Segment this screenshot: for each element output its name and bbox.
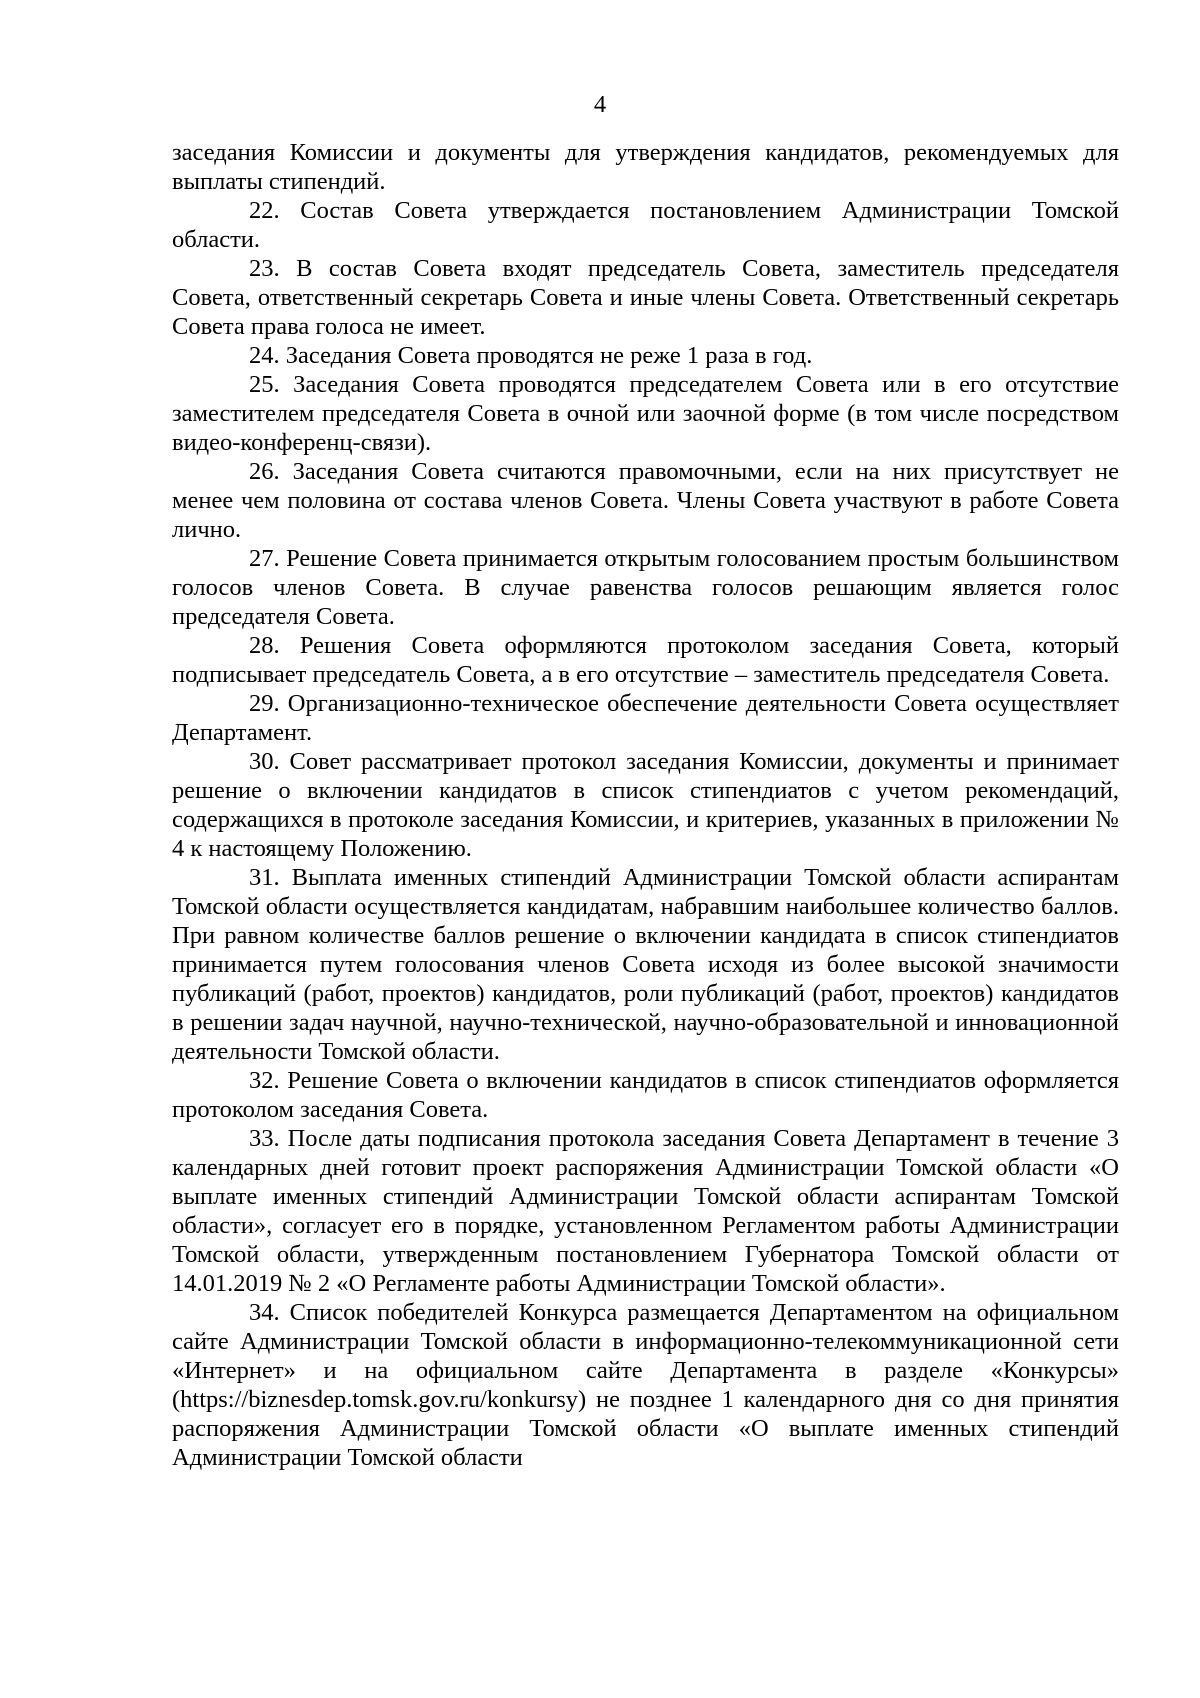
page-number: 4 [593, 91, 607, 118]
paragraph-23: 23. В состав Совета входят председатель Совета, заместитель председателя Совета, ответственный секретарь Совета и иные члены Совета. Ответственный секретарь Совета права голоса не имеет. [172, 255, 1119, 340]
paragraph-32: 32. Решение Совета о включении кандидатов в список стипендиатов оформляется протоколом заседания Совета. [172, 1067, 1119, 1123]
paragraph-33: 33. После даты подписания протокола заседания Совета Департамент в течение 3 календарных дней готовит проект распоряжения Администрации Томской области «О выплате именных стипендий Администрации Томской области аспирантам Томской области», согласует его в порядке, установленном Регламентом работы Администрации Томской области, утвержденным постановлением Губернатора Томской области от 14.01.2019 № 2 «О Регламенте работы Администрации Томской области». [172, 1125, 1119, 1297]
paragraph-28: 28. Решения Совета оформляются протоколом заседания Совета, который подписывает председатель Совета, а в его отсутствие – заместитель председателя Совета. [172, 632, 1119, 688]
paragraph-29: 29. Организационно-техническое обеспечение деятельности Совета осуществляет Департамент. [172, 690, 1119, 746]
paragraph-22: 22. Состав Совета утверждается постановлением Администрации Томской области. [172, 197, 1119, 253]
paragraph-27: 27. Решение Совета принимается открытым голосованием простым большинством голосов членов Совета. В случае равенства голосов решающим является голос председателя Совета. [172, 545, 1119, 630]
paragraph-25: 25. Заседания Совета проводятся председателем Совета или в его отсутствие заместителем председателя Совета в очной или заочной форме (в том числе посредством видео-конференц-связи). [172, 371, 1119, 456]
paragraph-31: 31. Выплата именных стипендий Администрации Томской области аспирантам Томской области осуществляется кандидатам, набравшим наибольшее количество баллов. При равном количестве баллов решение о включении кандидата в список стипендиатов принимается путем голосования членов Совета исходя из более высокой значимости публикаций (работ, проектов) кандидатов, роли публикаций (работ, проектов) кандидатов в решении задач научной, научно-технической, научно-образовательной и инновационной деятельности Томской области. [172, 864, 1119, 1065]
paragraph-30: 30. Совет рассматривает протокол заседания Комиссии, документы и принимает решение о включении кандидатов в список стипендиатов с учетом рекомендаций, содержащихся в протоколе заседания Комиссии, и критериев, указанных в приложении № 4 к настоящему Положению. [172, 748, 1119, 862]
paragraph-34: 34. Список победителей Конкурса размещается Департаментом на официальном сайте Администрации Томской области в информационно-телекоммуникационной сети «Интернет» и на официальном сайте Департамента в разделе «Конкурсы» (https://biznesdep.tomsk.gov.ru/konkursy) не позднее 1 календарного дня со дня принятия распоряжения Администрации Томской области «О выплате именных стипендий Администрации Томской области [172, 1299, 1119, 1471]
paragraph-continuation: заседания Комиссии и документы для утверждения кандидатов, рекомендуемых для выплаты стипендий. [172, 139, 1119, 195]
paragraph-26: 26. Заседания Совета считаются правомочными, если на них присутствует не менее чем половина от состава членов Совета. Члены Совета участвуют в работе Совета лично. [172, 458, 1119, 543]
document-body [172, 138, 1119, 1472]
paragraph-24: 24. Заседания Совета проводятся не реже 1 раза в год. [249, 342, 813, 369]
